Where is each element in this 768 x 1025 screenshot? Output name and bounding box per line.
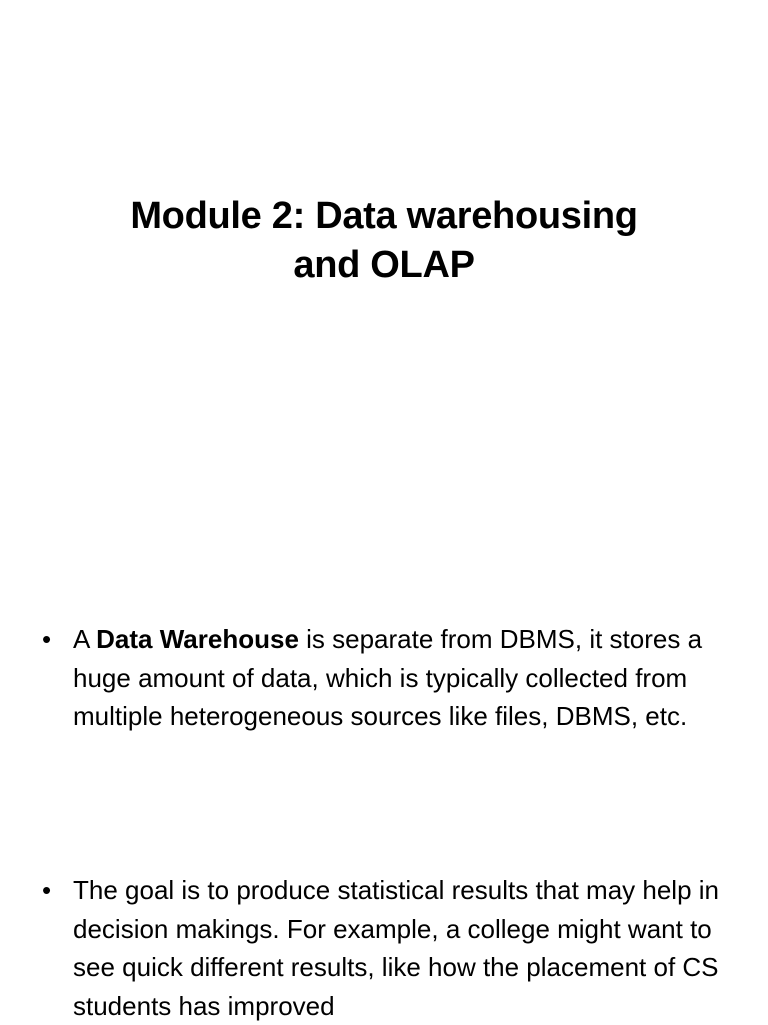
slide-title-line-1: Module 2: Data warehousing [130, 195, 638, 237]
bullet-text [73, 620, 722, 736]
bullet-item-goal [42, 871, 722, 1025]
bullet-text-bold-term: Data Warehouse [96, 624, 299, 654]
slide-title [60, 192, 708, 290]
bullet-text: The goal is to produce statistical results that may help in decision makings. For example, a college might want to see quick different results, like how the placement of CS students has improved [73, 875, 719, 1021]
bullet-item-data-warehouse [42, 620, 722, 736]
bullet-text-rest: is separate from DBMS, it stores a huge amount of data, which is typically collected from multiple heterogeneous sources like files, DBMS, etc. [73, 624, 703, 731]
bullet-dot-icon: • [42, 624, 52, 654]
slide-title-line-2: and OLAP [293, 244, 475, 286]
bullet-text-prefix: A [73, 624, 97, 654]
bullet-dot-icon: • [42, 875, 52, 905]
